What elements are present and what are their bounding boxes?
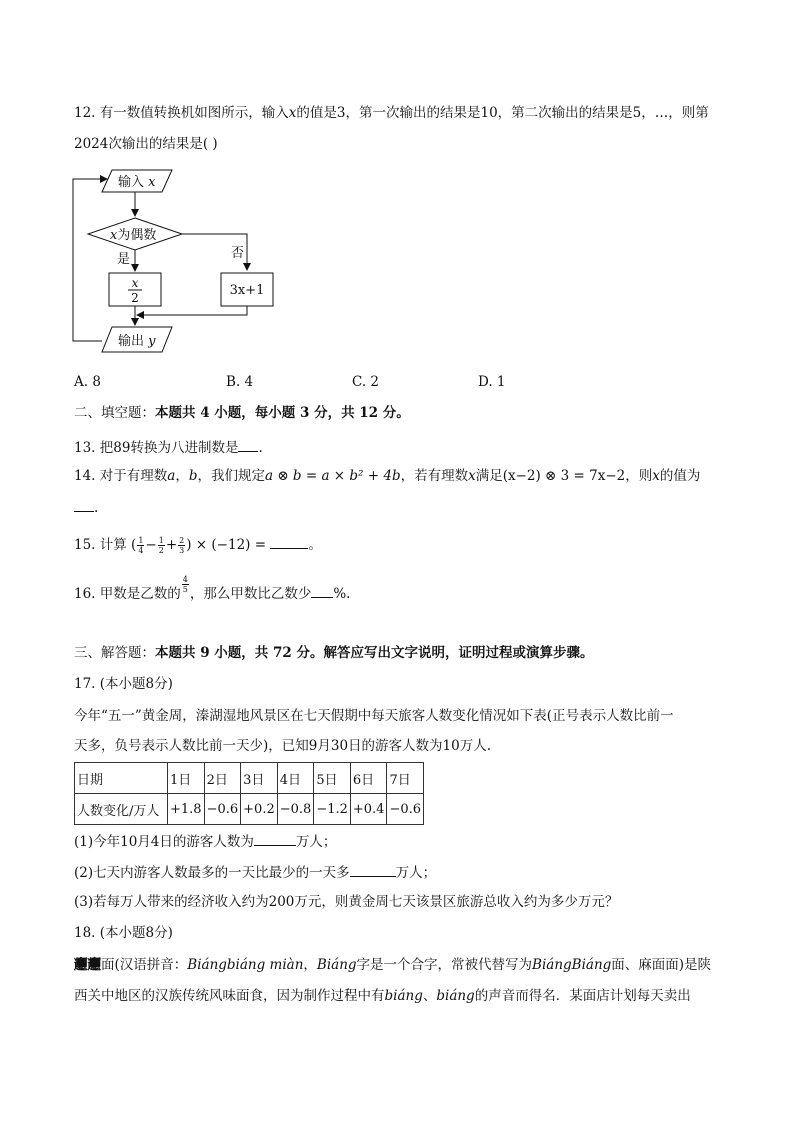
q15-minus: − bbox=[145, 537, 157, 553]
q17-sub2-a: (2)七天内游客人数最多的一天比最少的一天多 bbox=[74, 865, 350, 881]
q16-blank[interactable] bbox=[311, 583, 333, 598]
table-cell: 7日 bbox=[387, 763, 424, 794]
q17-head: 17. (本小题8分) bbox=[74, 676, 173, 692]
flow-box-right-label: 3x+1 bbox=[229, 283, 265, 298]
q13-blank[interactable] bbox=[238, 437, 258, 452]
flow-box-left-den: 2 bbox=[131, 291, 139, 305]
table-cell: −0.8 bbox=[277, 794, 314, 825]
table-cell: 5日 bbox=[314, 763, 351, 794]
section3-title bbox=[74, 643, 593, 663]
q17-sub3: (3)若每万人带来的经济收入约为200万元，则黄金周七天该景区旅游总收入约为多少万元？ bbox=[74, 894, 619, 910]
q14-text-a: 14. 对于有理数 bbox=[74, 468, 168, 484]
table-cell: 人数变化/万人 bbox=[75, 794, 168, 825]
flowchart bbox=[60, 162, 300, 362]
q14-var-x: x bbox=[468, 468, 476, 484]
q17-sub1-blank[interactable] bbox=[254, 831, 296, 846]
q15-suffix: ) × (−12) = bbox=[186, 537, 267, 553]
q14-text-b: ，我们规定 bbox=[197, 468, 265, 484]
q18-line1-a: 面(汉语拼音： bbox=[101, 957, 188, 973]
q14-text-f: 的值为 bbox=[659, 468, 701, 484]
q17-sub1-a: (1)今年10月4日的游客人数为 bbox=[74, 834, 254, 850]
q12-text-a: 12. 有一数值转换机如图所示，输入 bbox=[74, 105, 289, 121]
q13 bbox=[74, 437, 263, 458]
q18-pinyin1: Biángbiáng miàn bbox=[187, 957, 304, 973]
table-cell: 3日 bbox=[241, 763, 278, 794]
q14-text-d: 满足(x−2) ⊗ 3 = 7x−2 bbox=[475, 468, 626, 484]
flow-no-label: 否 bbox=[231, 246, 245, 261]
option-a[interactable]: A. 8 bbox=[74, 374, 101, 390]
q18-line2-b: 、 bbox=[422, 988, 437, 1004]
q14-text-e: ，则 bbox=[625, 468, 653, 484]
q17-para1: 今年“五一”黄金周，溱湖湿地风景区在七天假期中每天旅客人数变化情况如下表(正号表示人数比前一 bbox=[74, 708, 674, 724]
q14-end: . bbox=[94, 500, 99, 516]
visitor-table bbox=[74, 762, 424, 825]
q15-plus: + bbox=[165, 537, 178, 553]
section3-title-b: 本题共 9 小题，共 72 分。解答应写出文字说明，证明过程或演算步骤。 bbox=[155, 645, 594, 661]
q18-line2-a: 西关中地区的汉族传统风味面食，因为制作过程中有 bbox=[74, 988, 385, 1004]
q18-pinyin4: biáng bbox=[384, 988, 423, 1004]
q13-text: 13. 把89转换为八进制数是 bbox=[74, 440, 239, 456]
q15-frac2: $\frac{1}{2}$ bbox=[158, 536, 164, 555]
q18-pinyin2: Biáng bbox=[316, 957, 357, 973]
option-d[interactable]: D. 1 bbox=[478, 374, 506, 390]
q16-frac: $\frac{4}{5}$ bbox=[182, 575, 188, 594]
q14-line1 bbox=[74, 466, 700, 486]
q17-para2: 天多，负号表示人数比前一天少)，已知9月30日的游客人数为10万人. bbox=[74, 738, 492, 754]
q18-line1-b: ， bbox=[303, 957, 317, 973]
q17-sub2 bbox=[74, 862, 436, 883]
q12-line1 bbox=[74, 103, 709, 123]
q18-head: 18. (本小题8分) bbox=[74, 925, 173, 941]
table-cell: −0.6 bbox=[204, 794, 241, 825]
flow-input-label: 输入 x bbox=[118, 175, 156, 190]
q17-sub2-blank[interactable] bbox=[350, 862, 396, 877]
table-cell: −0.6 bbox=[387, 794, 424, 825]
table-cell: 日期 bbox=[75, 763, 168, 794]
q16-text-a: 16. 甲数是乙数的 bbox=[74, 586, 181, 602]
q18-pinyin3: BiángBiáng bbox=[532, 957, 612, 973]
section2-title bbox=[74, 403, 410, 423]
q15-frac1: $\frac{1}{4}$ bbox=[138, 536, 144, 555]
section3-title-a: 三、解答题： bbox=[74, 645, 155, 661]
q14-line2 bbox=[74, 497, 98, 518]
table-row bbox=[75, 794, 424, 825]
table-cell: +0.4 bbox=[350, 794, 387, 825]
q15-blank[interactable] bbox=[270, 534, 308, 549]
q16-end: %. bbox=[333, 586, 351, 602]
q18-line2-c: 的声音而得名．某面店计划每天卖出 bbox=[474, 988, 691, 1004]
table-cell: 4日 bbox=[277, 763, 314, 794]
q16 bbox=[74, 575, 350, 604]
q18-line2 bbox=[74, 986, 691, 1006]
q15-frac3: $\frac{2}{3}$ bbox=[179, 536, 185, 555]
q17-sub1 bbox=[74, 831, 336, 852]
q18-line1-d: 面、麻面面)是陕 bbox=[611, 957, 712, 973]
q12-text-b: 的值是3，第一次输出的结果是10，第二次输出的结果是5，…，则第 bbox=[296, 105, 709, 121]
option-b[interactable]: B. 4 bbox=[226, 374, 254, 390]
flow-yes-label: 是 bbox=[117, 252, 131, 267]
table-row bbox=[75, 763, 424, 794]
q18-line1 bbox=[74, 955, 711, 975]
q14-var-a: a bbox=[167, 468, 176, 484]
q16-text-b: ，那么甲数比乙数少 bbox=[189, 586, 312, 602]
q17-sub2-b: 万人； bbox=[395, 865, 437, 881]
q14-text-c: ，若有理数 bbox=[400, 468, 469, 484]
biang-glyph: 𰻞𰻞 bbox=[74, 957, 101, 973]
table-cell: −1.2 bbox=[314, 794, 351, 825]
q12-line2: 2024次输出的结果是( ) bbox=[74, 136, 218, 152]
table-cell: 6日 bbox=[350, 763, 387, 794]
flow-decision-label: x为偶数 bbox=[110, 228, 157, 243]
flow-box-left-num: x bbox=[131, 276, 139, 290]
q14-var-x2: x bbox=[652, 468, 660, 484]
section2-title-a: 二、填空题： bbox=[74, 405, 155, 421]
table-cell: +0.2 bbox=[241, 794, 278, 825]
q14-var-b: b bbox=[188, 468, 198, 484]
q15-end: 。 bbox=[308, 537, 322, 553]
q15-prefix: 15. 计算 bbox=[74, 537, 127, 553]
table-cell: +1.8 bbox=[168, 794, 205, 825]
q14-blank[interactable] bbox=[74, 497, 94, 512]
q15: 15. 计算 ( $\frac{1}{4}$ − $\frac{1}{2}$ + $\frac{2}{3}$ ) × (−12) = 。 bbox=[74, 536, 322, 555]
table-cell: 1日 bbox=[168, 763, 205, 794]
q14-sep: ， bbox=[175, 468, 189, 484]
q13-end: . bbox=[258, 440, 263, 456]
q17-sub1-b: 万人； bbox=[295, 834, 337, 850]
q14-formula1: a ⊗ b = a × b² + 4b bbox=[264, 468, 401, 484]
q12-var-x: x bbox=[288, 105, 297, 121]
section2-title-b: 本题共 4 小题，每小题 3 分，共 12 分。 bbox=[155, 405, 410, 421]
option-c[interactable]: C. 2 bbox=[352, 374, 380, 390]
table-cell: 2日 bbox=[204, 763, 241, 794]
q18-line1-c: 字是一个合字，常被代替写为 bbox=[356, 957, 533, 973]
flow-output-label: 输出 y bbox=[118, 334, 156, 349]
q18-pinyin5: biáng bbox=[436, 988, 475, 1004]
